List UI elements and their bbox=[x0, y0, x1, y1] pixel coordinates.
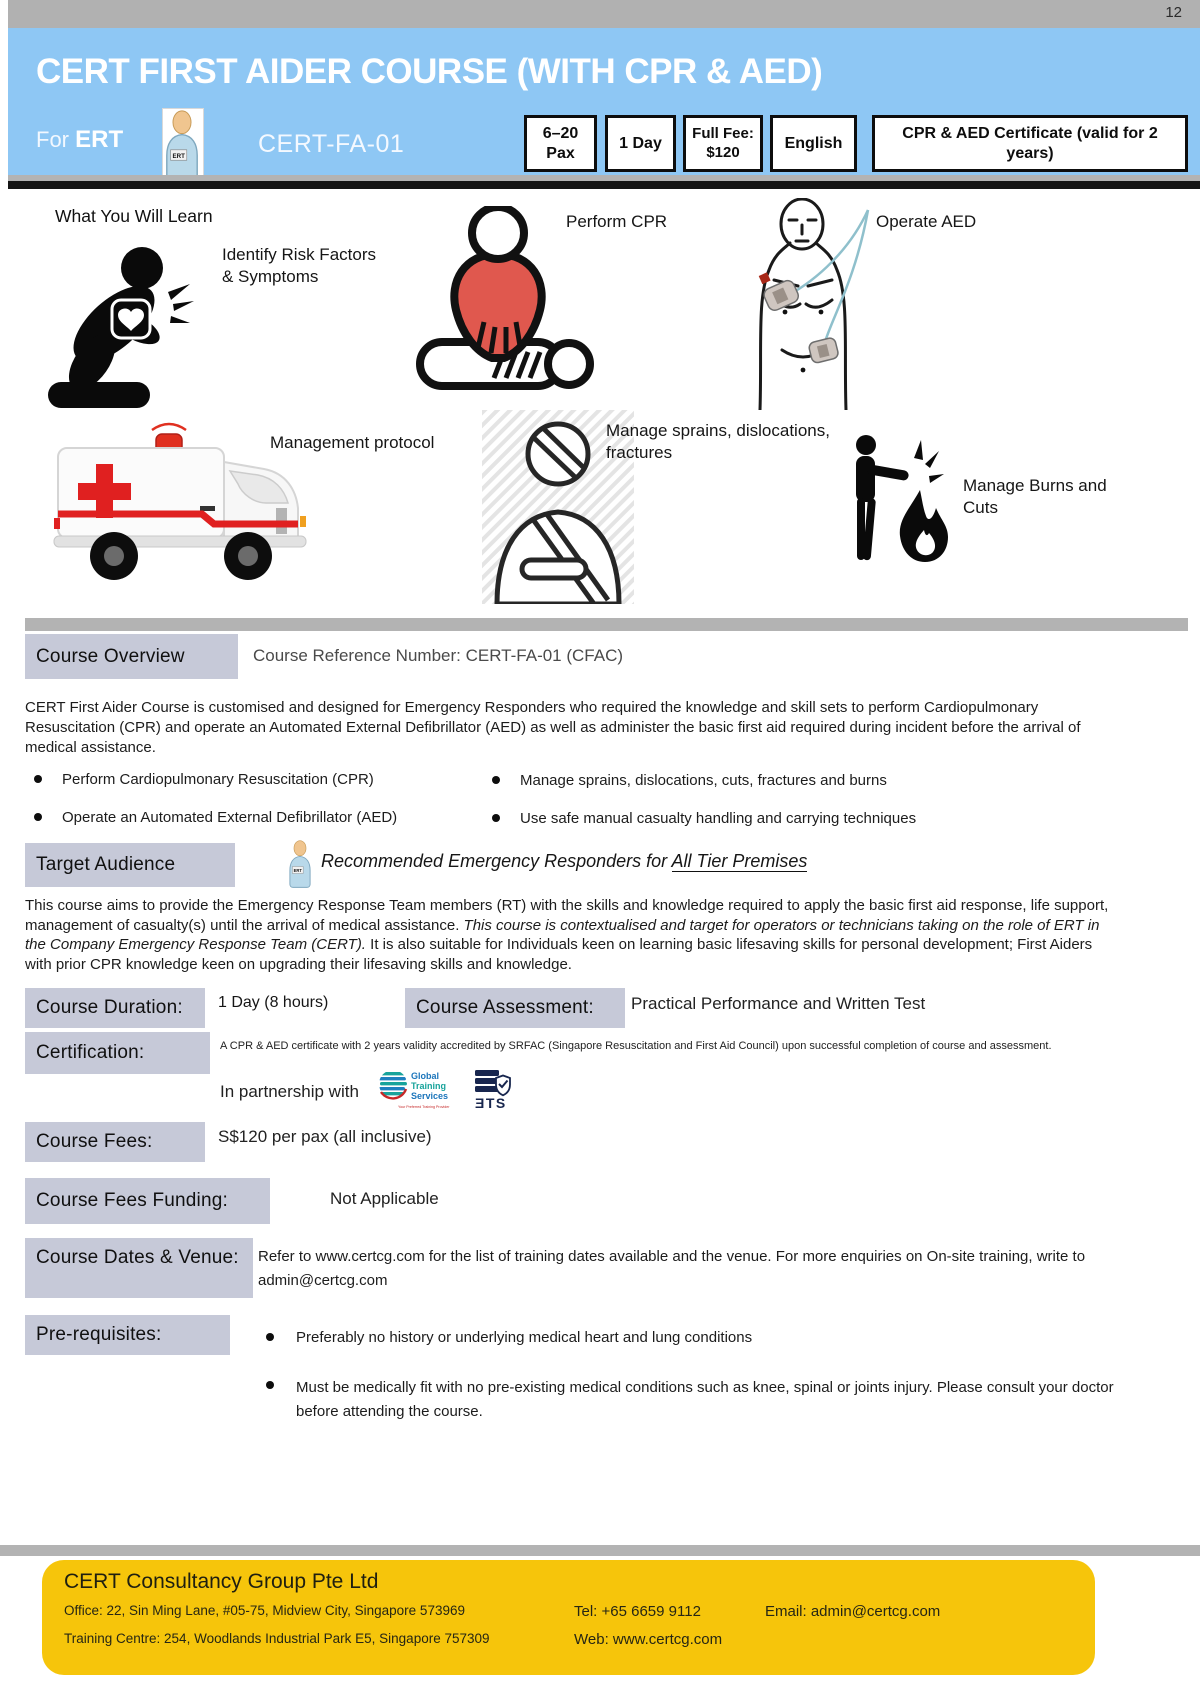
bullet-dot bbox=[266, 1333, 274, 1341]
ta-desc-normal-2: It is also suitable for Individuals keen on learning basic lifesaving skills for personal development; First Aiders with prior CPR knowledge keen on upgrading their lifesaving skills and knowledge. bbox=[25, 936, 1093, 973]
page-title: CERT FIRST AIDER COURSE (WITH CPR & AED) bbox=[36, 52, 823, 91]
overview-bullet: Perform Cardiopulmonary Resuscitation (CPR) bbox=[62, 771, 374, 788]
learn-item-label: Operate AED bbox=[876, 212, 977, 231]
overview-bullet: Use safe manual casualty handling and carrying techniques bbox=[520, 810, 917, 827]
chest-pain-person-icon bbox=[42, 240, 204, 410]
for-ert-line bbox=[36, 126, 123, 154]
course-dates-venue-label: Course Dates & Venue: bbox=[25, 1238, 253, 1298]
learn-item-label: Management protocol bbox=[270, 433, 435, 452]
learn-item-label: Manage Burns and Cuts bbox=[963, 476, 1107, 518]
overview-bullet: Operate an Automated External Defibrillator (AED) bbox=[62, 809, 398, 826]
gts-tagline: Your Preferred Training Provider bbox=[398, 1105, 450, 1109]
top-bar bbox=[8, 0, 1200, 28]
course-dates-venue-value: Refer to www.certcg.com for the list of training dates available and the venue. For more enquiries on On-site training, write to admin@certcg.com bbox=[258, 1248, 1086, 1289]
bts-text: ƎTS bbox=[475, 1095, 507, 1111]
info-box-duration: 1 Day bbox=[605, 115, 676, 172]
footer-web: Web: www.certcg.com bbox=[574, 1631, 723, 1648]
gts-logo bbox=[378, 1068, 456, 1112]
ta-desc-italic: This course is contextualised and target for operators or technicians taking on the role of ERT in the Company Emergency Response Team (CERT). bbox=[25, 916, 1100, 953]
course-assessment-value: Practical Performance and Written Test bbox=[631, 994, 926, 1013]
ert-person-icon bbox=[163, 109, 201, 183]
info-box-pax: 6–20 Pax bbox=[524, 115, 597, 172]
footer-tel: Tel: +65 6659 9112 bbox=[574, 1603, 701, 1620]
prerequisites-label: Pre-requisites: bbox=[25, 1315, 230, 1355]
info-box-certificate: CPR & AED Certificate (valid for 2 years) bbox=[872, 115, 1188, 172]
burns-fire-icon bbox=[840, 434, 950, 564]
cpr-icon bbox=[416, 206, 594, 398]
certification-label: Certification: bbox=[25, 1032, 210, 1074]
bullet-dot bbox=[34, 813, 42, 821]
learn-item-label: Manage sprains, dislocations, fractures bbox=[606, 421, 830, 463]
aed-torso-icon bbox=[730, 198, 875, 410]
footer-training-centre: Training Centre: 254, Woodlands Industrial Park E5, Singapore 757309 bbox=[64, 1631, 490, 1646]
course-fees-label: Course Fees: bbox=[25, 1122, 205, 1162]
gts-word-training: Training bbox=[411, 1081, 447, 1091]
footer-office: Office: 22, Sin Ming Lane, #05-75, Midview City, Singapore 573969 bbox=[64, 1603, 465, 1618]
footer-email: Email: admin@certcg.com bbox=[765, 1603, 941, 1620]
tagline-underlined: All Tier Premises bbox=[671, 851, 808, 871]
certification-value: A CPR & AED certificate with 2 years validity accredited by SRFAC (Singapore Resuscitation and First Aid Council) upon successful completion of course and assessment. bbox=[220, 1040, 1052, 1052]
tagline-prefix: Recommended Emergency Responders for bbox=[321, 851, 672, 871]
ert-badge-text: ERT bbox=[172, 152, 185, 160]
course-assessment-label: Course Assessment: bbox=[405, 988, 625, 1028]
footer-company: CERT Consultancy Group Pte Ltd bbox=[64, 1570, 379, 1593]
prerequisite-item: Must be medically fit with no pre-existing medical conditions such as knee, spinal or joints injury. Please consult your doctor before attending the course. bbox=[296, 1379, 1114, 1420]
target-audience-description bbox=[25, 896, 1115, 974]
for-value: ERT bbox=[75, 126, 124, 153]
course-fees-value: S$120 per pax (all inclusive) bbox=[218, 1127, 432, 1146]
course-overview-heading: Course Overview bbox=[25, 634, 238, 679]
header-band bbox=[8, 28, 1200, 175]
bullet-dot bbox=[492, 814, 500, 822]
for-label: For bbox=[36, 127, 69, 152]
ta-desc-normal-1: This course aims to provide the Emergency Response Team members (RT) with the skills and knowledge required to apply the basic first aid response, life support, management of casualty(s) until the arrival of medical assistance. bbox=[25, 897, 1109, 934]
gts-word-global: Global bbox=[411, 1071, 440, 1081]
course-reference: Course Reference Number: CERT-FA-01 (CFAC) bbox=[253, 646, 624, 665]
ert-badge-text: ERT bbox=[293, 867, 302, 873]
gts-word-services: Services bbox=[411, 1091, 449, 1101]
bullet-dot bbox=[492, 776, 500, 784]
section-divider bbox=[25, 618, 1188, 631]
prerequisite-item: Preferably no history or underlying medical heart and lung conditions bbox=[296, 1329, 753, 1346]
bullet-dot bbox=[34, 775, 42, 783]
info-box-fee: Full Fee: $120 bbox=[683, 115, 763, 172]
learn-item-label: Perform CPR bbox=[566, 212, 668, 231]
learn-item-label: Identify Risk Factors & Symptoms bbox=[222, 245, 376, 287]
header-black-bar bbox=[8, 181, 1200, 189]
course-fees-funding-label: Course Fees Funding: bbox=[25, 1178, 270, 1224]
info-box-language: English bbox=[770, 115, 857, 172]
page-number: 12 bbox=[1165, 4, 1182, 21]
partnership-text: In partnership with bbox=[220, 1082, 359, 1101]
ert-person-icon bbox=[287, 840, 313, 888]
course-duration-value: 1 Day (8 hours) bbox=[218, 994, 329, 1011]
footer-gray-bar bbox=[0, 1545, 1200, 1556]
learn-heading: What You Will Learn bbox=[55, 206, 213, 226]
overview-bullet: Manage sprains, dislocations, cuts, fractures and burns bbox=[520, 772, 887, 789]
target-audience-heading: Target Audience bbox=[25, 843, 235, 887]
course-fees-funding-value: Not Applicable bbox=[330, 1189, 439, 1208]
bts-logo bbox=[472, 1070, 514, 1112]
target-audience-tagline bbox=[321, 851, 807, 872]
overview-description: CERT First Aider Course is customised and designed for Emergency Responders who required the knowledge and skill sets to perform Cardiopulmonary Resuscitation (CPR) and operate an Automated External Defibrillator (AED) as well as administer the basic first aid required during incident before the arrival of medical assistance. bbox=[25, 699, 1081, 756]
course-duration-label: Course Duration: bbox=[25, 988, 205, 1028]
bullet-dot bbox=[266, 1381, 274, 1389]
course-code: CERT-FA-01 bbox=[258, 130, 405, 158]
footer-card bbox=[42, 1560, 1095, 1675]
